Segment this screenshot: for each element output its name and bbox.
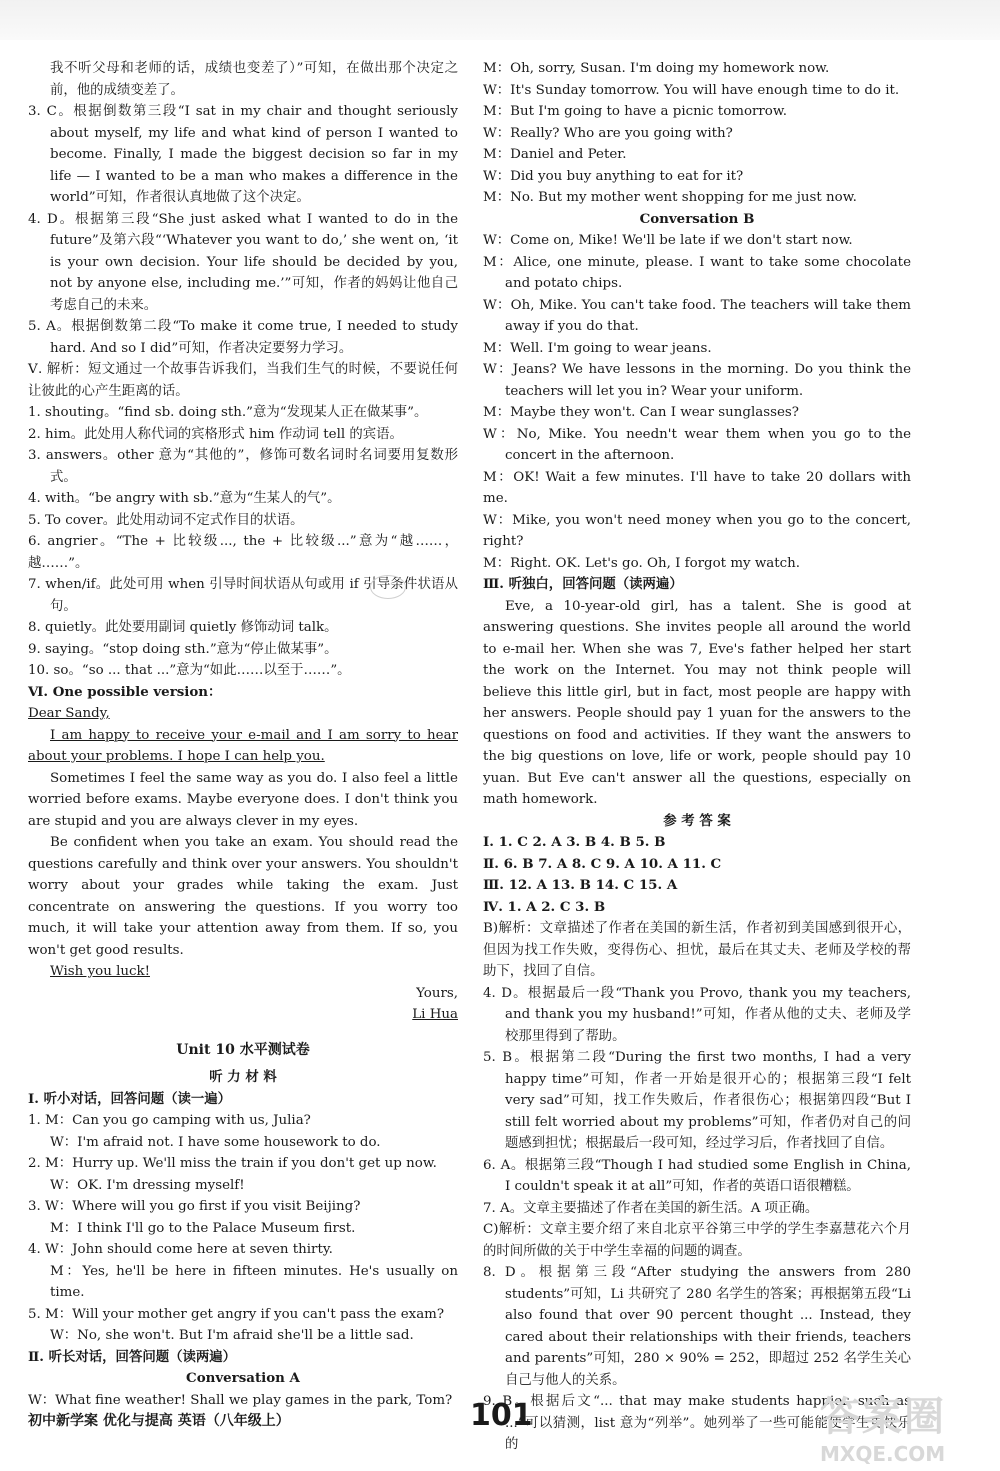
text-line: 4. with。“be angry with sb.”意为“生某人的气”。 (28, 491, 341, 506)
faint-stamp-mark (370, 575, 406, 599)
text-line: I am happy to receive your e-mail and I am sorry to hear about your problems. I hope I can help you. (28, 727, 458, 764)
text-line: 10. so。“so ... that ...”意为“如此……以至于……”。 (28, 663, 351, 678)
watermark-logo-url: MXQE.COM (820, 1442, 946, 1466)
text-line: 4. W：John should come here at seven thirty. (28, 1242, 333, 1257)
text-line: W：No, she won't. But I'm afraid she'll be a little sad. (50, 1328, 414, 1343)
text-line: 2. him。此处用人称代词的宾格形式 him 作动词 tell 的宾语。 (28, 426, 403, 442)
text-line: 我不听父母和老师的话，成绩也变差了）”可知，在做出那个决定之前，他的成绩变差了。 (50, 61, 458, 98)
text-line: 1. M：Can you go camping with us, Julia? (28, 1113, 311, 1128)
unit-title: Unit 10 水平测试卷 (176, 1041, 310, 1058)
text-line: M：Yes, he'll be here in fifteen minutes. He's usually on time. (50, 1263, 458, 1300)
text-line: W：I'm afraid not. I have some housework to do. (50, 1134, 381, 1150)
text-line: 5. To cover。此处用动词不定式作目的状语。 (28, 512, 304, 528)
text-line: 8. quietly。此处要用副词 quietly 修饰动词 talk。 (28, 620, 338, 635)
text-line: M：OK! Wait a few minutes. I'll have to take 20 dollars with me. (483, 469, 911, 506)
text-line: Ⅱ. 6. B 7. A 8. C 9. A 10. A 11. C (483, 855, 722, 872)
text-line: Conversation A (186, 1370, 300, 1386)
text-line: Dear Sandy, (28, 706, 110, 721)
text-line: 9. B。根据后文“... that may make students happier, such as ...”可以猜测，list 意为“列举”。她列举了一些可能能使学生更快乐的 (483, 1394, 911, 1452)
watermark-logo (820, 1385, 990, 1465)
text-line: Sometimes I feel the same way as you do. I also feel a little worried before exams. Maybe everyone does. I don't think you are stupid and you are always clever in my eyes. (28, 770, 458, 829)
text-line: M：I think I'll go to the Palace Museum first. (50, 1220, 356, 1236)
text-line: 5. A。根据倒数第二段“To make it come true, I needed to study hard. And so I did”可知，作者决定要努力学习。 (28, 319, 458, 356)
text-line: 3. W：Where will you go first if you visit Beijing? (28, 1199, 361, 1214)
text-line: 4. D。根据最后一段“Thank you Provo, thank you my teachers, and thank you my husband!”可知，作者从他的丈夫、老师及学校那里得到了帮助。 (483, 985, 911, 1044)
text-line: Eve, a 10-year-old girl, has a talent. She is good at answering questions. She invites people all around the world to e-mail her. When she was 7, Eve's father helped her start the work on the Internet. You may not think people will believe this little girl, but in fact, most people are happy with her answers. People should pay 1 yuan for the answers to the questions on food and activities. If they want the answers to the big questions on love, life or work, people should pay 10 yuan. But Eve can't answer all the questions, especially on math homework. (483, 598, 911, 807)
text-line: 4. D。根据第三段“She just asked what I wanted to do in the future”及第六段“‘Whatever you want to do,’ she went on, ‘it is your own decision. Your life should be decided by you, not by anyone else, including me.’”可知，作者的妈妈让他自己考虑自己的未来。 (28, 211, 458, 313)
text-line: M：Daniel and Peter. (483, 147, 627, 162)
text-line: W：Oh, Mike. You can't take food. The teachers will take them away if you do that. (483, 297, 911, 334)
letter-signature: Li Hua (412, 1007, 458, 1022)
text-line: 6. angrier。“The + 比较级..., the + 比较级...”意为“越……，越……”。 (28, 534, 458, 571)
text-line: Ⅰ. 听小对话，回答问题（读一遍） (28, 1090, 232, 1107)
text-line: W：OK. I'm dressing myself! (50, 1177, 245, 1193)
text-line: C)解析：文章主要介绍了来自北京平谷第三中学的学生李嘉慧花六个月的时间所做的关于中学生幸福的问题的调查。 (483, 1222, 911, 1259)
text-line: M：Oh, sorry, Susan. I'm doing my homework now. (483, 61, 830, 76)
text-line: Ⅵ. One possible version： (28, 683, 222, 700)
text-line: M：Alice, one minute, please. I want to take some chocolate and potato chips. (483, 254, 911, 291)
text-line: M：Right. OK. Let's go. Oh, I forgot my watch. (483, 555, 801, 571)
page-number: 101 (470, 1398, 533, 1433)
listening-title: 听 力 材 料 (209, 1069, 277, 1085)
text-line: 6. A。根据第三段“Though I had studied some English in China, I couldn't speak it at all”可知，作者的英语口语很糟糕。 (483, 1157, 911, 1194)
text-line: W：What fine weather! Shall we play games in the park, Tom? (28, 1392, 453, 1408)
text-line: M：Maybe they won't. Can I wear sunglasses? (483, 405, 799, 420)
text-line: 9. saying。“stop doing sth.”意为“停止做某事”。 (28, 641, 338, 657)
text-line: 参 考 答 案 (663, 812, 731, 829)
text-line: 2. M：Hurry up. We'll miss the train if you don't get up now. (28, 1156, 437, 1171)
right-column (483, 58, 911, 1456)
left-column (28, 58, 458, 1411)
text-line: 7. A。文章主要描述了作者在美国的新生活。A 项正确。 (483, 1200, 819, 1216)
text-line: 7. when/if。此处可用 when 引导时间状语从句或用 if 引导条件状语从句。 (28, 577, 458, 614)
text-line: M：No. But my mother went shopping for me just now. (483, 190, 857, 205)
left-listening-block (28, 1089, 458, 1412)
text-line: B)解析：文章描述了作者在美国的新生活，作者初到美国感到很开心，但因为找工作失败，变得伤心、担忧，最后在其丈夫、老师及学校的帮助下，找回了自信。 (483, 921, 911, 979)
text-line: W：No, Mike. You needn't wear them when you go to the concert in the afternoon. (483, 426, 911, 463)
text-line: 5. M：Will your mother get angry if you can't pass the exam? (28, 1306, 445, 1322)
text-line: 3. answers。other 意为“其他的”，修饰可数名词时名词要用复数形式。 (28, 448, 458, 485)
text-line: Ⅳ. 1. A 2. C 3. B (483, 898, 606, 915)
text-line: Conversation B (639, 210, 755, 227)
text-line: 5. B。根据第二段“During the first two months, I had a very happy time”可知，作者一开始是很开心的；根据第三段“I felt very sad”可知，找工作失败后，作者很伤心；根据第四段“But I still felt worried about my problems”可知，作者仍对自己的问题感到担忧；根据最后一段可知，经过学习后，作者找回了自信。 (483, 1050, 911, 1151)
text-line: Ⅲ. 12. A 13. B 14. C 15. A (483, 877, 678, 893)
text-line: W：Really? Who are you going with? (483, 125, 733, 141)
book-footer-title: 初中新学案 优化与提高 英语（八年级上） (28, 1413, 290, 1429)
text-line: M：But I'm going to have a picnic tomorrow. (483, 104, 788, 119)
text-line: W：Come on, Mike! We'll be late if we don't start now. (483, 233, 853, 248)
right-text-block (483, 58, 911, 1456)
text-line: W：Jeans? We have lessons in the morning. Do you think the teachers will let you in? Wear your uniform. (483, 362, 911, 399)
text-line: Ⅴ. 解析：短文通过一个故事告诉我们，当我们生气的时候，不要说任何让彼此的心产生距离的话。 (28, 362, 458, 399)
text-line: Ⅲ. 听独白，回答问题（读两遍） (483, 576, 683, 592)
scan-top-shadow (0, 0, 1000, 40)
text-line: W：Mike, you won't need money when you go to the concert, right? (483, 512, 911, 549)
text-line: 3. C。根据倒数第三段“I sat in my chair and thought seriously about myself, my life and what kind of person I wanted to become. Finally, I made the biggest decision so far in my life — I wanted to be a man who makes a difference in the world”可知，作者很认真地做了这个决定。 (28, 104, 458, 205)
text-line: W：Did you buy anything to eat for it? (483, 168, 744, 184)
watermark-logo-cn: 答案圈 (820, 1394, 946, 1440)
text-line: Ⅱ. 听长对话，回答问题（读两遍） (28, 1348, 237, 1365)
left-answers-block (28, 58, 458, 983)
letter-closing: Yours, (416, 985, 458, 1001)
text-line: W：It's Sunday tomorrow. You will have enough time to do it. (483, 82, 900, 98)
text-line: 1. shouting。“find sb. doing sth.”意为“发现某人正在做某事”。 (28, 405, 428, 420)
text-line: Ⅰ. 1. C 2. A 3. B 4. B 5. B (483, 834, 666, 850)
text-line: 8. D。根据第三段“After studying the answers from 280 students”可知，Li 共研究了 280 名学生的答案；再根据第五段“Li also found that over 90 percent thought ... Instead, they cared about their relationships with their friends, teachers and parents”可知，280 × 90% = 252，即超过 252 名学生关心自己与他人的关系。 (483, 1265, 911, 1388)
text-line: Be confident when you take an exam. You should read the questions carefully and think over your answers. You shouldn't worry about your grades while taking the exam. Just concentrate on answering the questions. If you worry too much, it will take your attention away from them. If so, you won't get good results. (28, 835, 458, 958)
text-line: Wish you luck! (50, 964, 150, 979)
text-line: M：Well. I'm going to wear jeans. (483, 340, 712, 356)
